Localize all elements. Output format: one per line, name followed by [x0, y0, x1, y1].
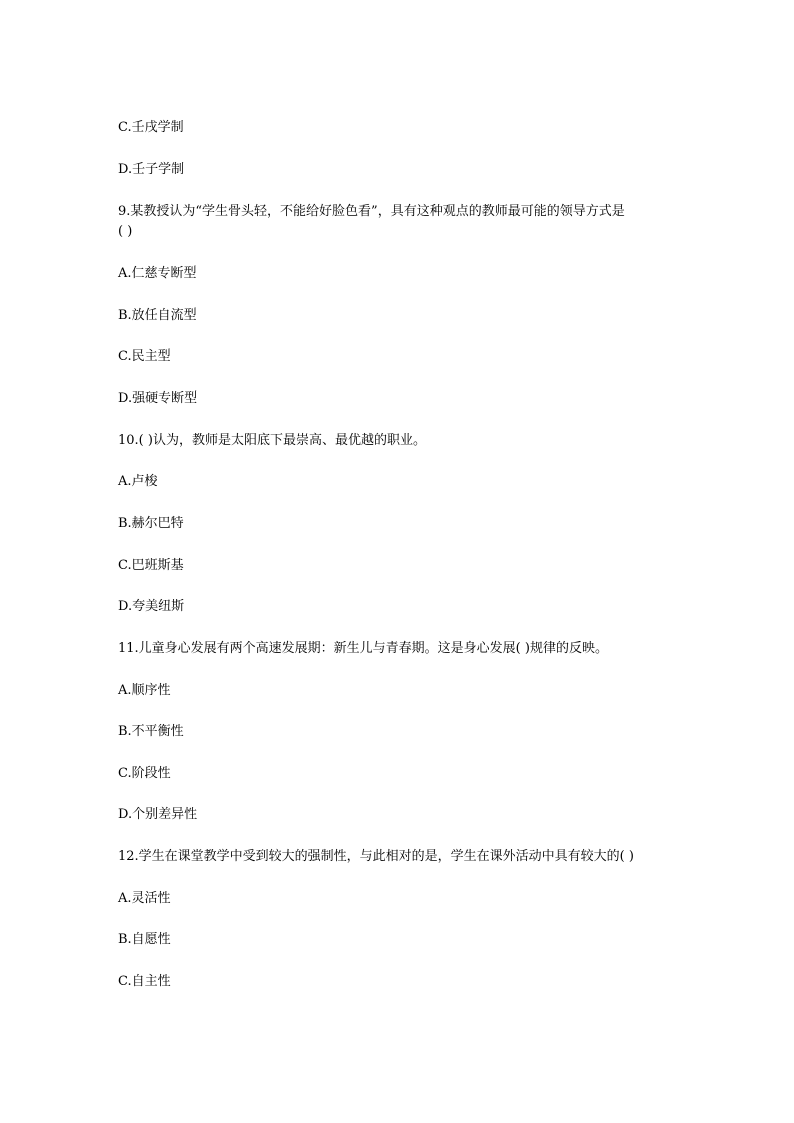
- option-c-q11: C.阶段性: [118, 766, 171, 781]
- option-c-q8: C.壬戌学制: [118, 120, 184, 135]
- option-a-q9: A.仁慈专断型: [118, 266, 197, 281]
- question-10: 10.( )认为，教师是太阳底下最崇高、最优越的职业。: [118, 433, 426, 448]
- option-c-q10: C.巴班斯基: [118, 558, 184, 573]
- option-d-q9: D.强硬专断型: [118, 391, 198, 406]
- option-b-q12: B.自愿性: [118, 932, 171, 947]
- option-b-q11: B.不平衡性: [118, 724, 184, 739]
- question-9-blank: ( ): [118, 224, 133, 239]
- option-a-q10: A.卢梭: [118, 474, 158, 489]
- option-a-q11: A.顺序性: [118, 683, 171, 698]
- question-12: 12.学生在课堂教学中受到较大的强制性，与此相对的是，学生在课外活动中具有较大的( ): [118, 849, 634, 864]
- option-d-q8: D.壬子学制: [118, 162, 185, 177]
- question-11: 11.儿童身心发展有两个高速发展期：新生儿与青春期。这是身心发展( )规律的反映。: [118, 641, 608, 656]
- option-a-q12: A.灵活性: [118, 891, 171, 906]
- option-c-q12: C.自主性: [118, 974, 171, 989]
- option-d-q11: D.个别差异性: [118, 807, 198, 822]
- option-d-q10: D.夸美纽斯: [118, 599, 185, 614]
- option-c-q9: C.民主型: [118, 349, 171, 364]
- option-b-q9: B.放任自流型: [118, 308, 197, 323]
- question-9: 9.某教授认为“学生骨头轻，不能给好脸色看”，具有这种观点的教师最可能的领导方式是: [118, 204, 625, 219]
- option-b-q10: B.赫尔巴特: [118, 516, 184, 531]
